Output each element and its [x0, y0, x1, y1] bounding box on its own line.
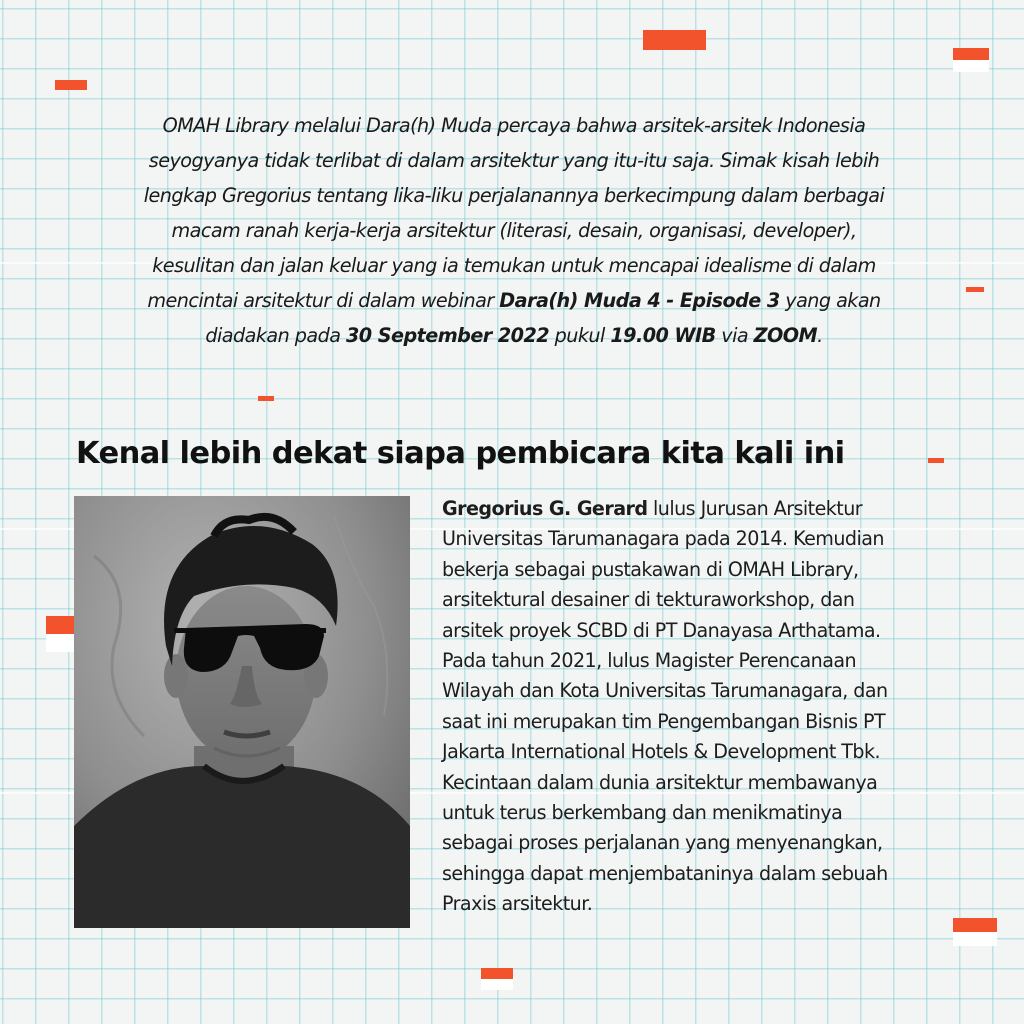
tape-mark — [55, 80, 87, 90]
tape-mark — [928, 458, 944, 463]
intro-text: diadakan pada — [205, 324, 346, 347]
intro-text: pukul — [549, 324, 611, 347]
bio-line: untuk terus berkembang dan menikmatinya — [442, 801, 843, 825]
intro-line: OMAH Library melalui Dara(h) Muda percaya bahwa arsitek-arsitek Indonesia — [162, 114, 866, 137]
intro-text: mencintai arsitektur di dalam webinar — [147, 289, 500, 312]
bio-line: bekerja sebagai pustakawan di OMAH Library, — [442, 557, 859, 581]
intro-text: . — [817, 324, 823, 347]
intro-text: yang akan — [779, 289, 881, 312]
bio-line — [442, 494, 982, 524]
tape-mark — [481, 968, 513, 979]
bio-line: saat ini merupakan tim Pengembangan Bisnis PT — [442, 709, 886, 733]
event-platform: ZOOM — [753, 324, 818, 347]
bio-line: Universitas Tarumanagara pada 2014. Kemudian — [442, 527, 884, 551]
speaker-photo — [74, 496, 410, 928]
bio-line: arsitek proyek SCBD di PT Danayasa Arthatama. — [442, 618, 881, 642]
intro-text: via — [715, 324, 754, 347]
intro-line: kesulitan dan jalan keluar yang ia temukan untuk mencapai idealisme di dalam — [152, 254, 876, 277]
tape-mark — [258, 396, 274, 401]
intro-line: seyogyanya tidak terlibat di dalam arsitektur yang itu-itu saja. Simak kisah lebih — [148, 149, 880, 172]
intro-line-schedule — [60, 318, 968, 353]
tape-mark — [953, 48, 989, 60]
speaker-name: Gregorius G. Gerard — [442, 497, 648, 520]
bio-line: sebagai proses perjalanan yang menyenangkan, — [442, 831, 883, 855]
bio-line: Pada tahun 2021, lulus Magister Perencanaan — [442, 649, 857, 673]
event-date: 30 September 2022 — [345, 324, 550, 347]
bio-line: Wilayah dan Kota Universitas Tarumanagara, dan — [442, 679, 888, 703]
event-time: 19.00 WIB — [610, 324, 716, 347]
tape-mark — [966, 287, 984, 292]
intro-paragraph — [60, 108, 968, 353]
speaker-portrait-image — [74, 496, 410, 928]
bio-line: Jakarta International Hotels & Development Tbk. — [442, 740, 881, 764]
bio-line: arsitektural desainer di tekturaworkshop, dan — [442, 588, 855, 612]
intro-line: macam ranah kerja-kerja arsitektur (literasi, desain, organisasi, developer), — [171, 219, 857, 242]
speaker-bio — [442, 494, 982, 920]
bio-line: Kecintaan dalam dunia arsitektur membawanya — [442, 770, 878, 794]
tape-mark — [953, 918, 997, 932]
bio-line: Praxis arsitektur. — [442, 892, 593, 916]
intro-line: lengkap Gregorius tentang lika-liku perjalanannya berkecimpung dalam berbagai — [143, 184, 885, 207]
bio-text: lulus Jurusan Arsitektur — [647, 497, 863, 520]
section-heading: Kenal lebih dekat siapa pembicara kita kali ini — [76, 436, 845, 471]
tape-mark — [643, 30, 706, 50]
intro-line-webinar — [60, 283, 968, 318]
event-name: Dara(h) Muda 4 - Episode 3 — [499, 289, 780, 312]
bio-line: sehingga dapat menjembataninya dalam sebuah — [442, 861, 888, 885]
